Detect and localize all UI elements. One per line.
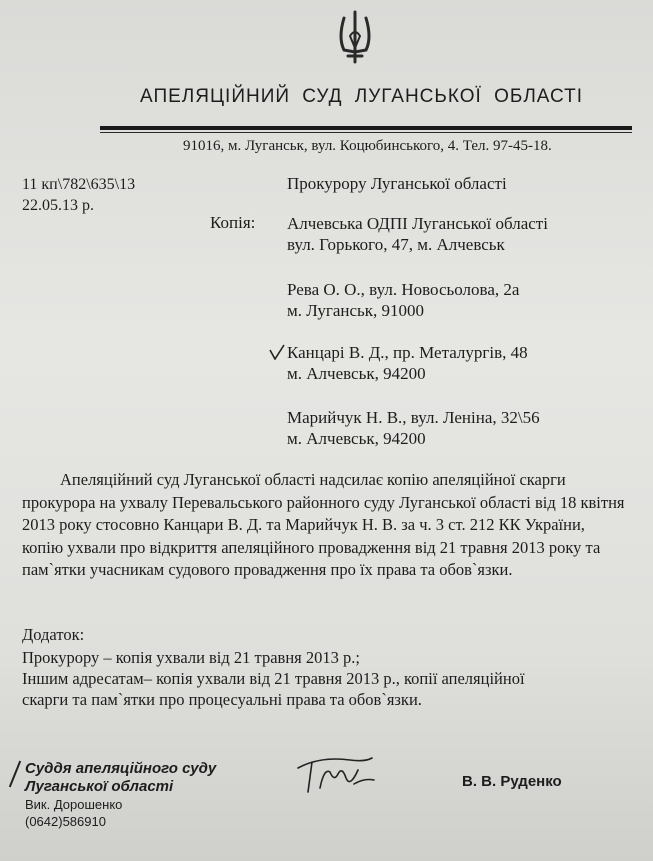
copy-label: Копія: [210, 213, 256, 232]
executor-phone: (0642)586910 [25, 814, 106, 829]
copy-recipient-1-line2: вул. Горького, 47, м. Алчевськ [287, 235, 505, 254]
copy-recipient-2-line1: Рева О. О., вул. Новосьолова, 2а [287, 280, 520, 299]
header-rule-thick [100, 126, 632, 130]
court-name: АПЕЛЯЦІЙНИЙ СУД ЛУГАНСЬКОЇ ОБЛАСТІ [140, 86, 584, 107]
executor-name: Вик. Дорошенко [25, 797, 123, 812]
attachment-title: Додаток: [22, 625, 85, 644]
copy-recipient-3-line1: Канцарі В. Д., пр. Металургів, 48 [287, 343, 528, 362]
trident-emblem-icon [330, 8, 380, 68]
copy-recipient-1-line1: Алчевська ОДПІ Луганської області [287, 214, 548, 233]
copy-recipient-4-line1: Марийчук Н. В., вул. Леніна, 32\56 [287, 408, 540, 427]
copy-recipient-3-line2: м. Алчевськ, 94200 [287, 364, 426, 383]
main-recipient: Прокурору Луганської області [287, 174, 507, 193]
signature-block [25, 760, 216, 830]
handwritten-signature-icon [290, 748, 380, 798]
header-rule-thin [100, 132, 632, 133]
judge-name: В. В. Руденко [462, 773, 562, 790]
attachment-line-3: скарги та пам`ятки про процесуальні права та обов`язки. [22, 690, 422, 709]
signature-title-line2: Луганської області [25, 778, 174, 795]
attachment-line-1: Прокурору – копія ухвали від 21 травня 2013 р.; [22, 648, 360, 667]
copy-recipient-4-line2: м. Алчевськ, 94200 [287, 429, 426, 448]
signature-title-line1: Суддя апеляційного суду [25, 760, 217, 777]
margin-stroke [9, 761, 21, 788]
reference-number: 11 кп\782\635\13 [22, 176, 136, 193]
reference-date: 22.05.13 р. [22, 197, 94, 214]
body-paragraph: Апеляційний суд Луганської області надсилає копію апеляційної скарги прокурора на ухвалу Перевальського районного суду Луганської області від 18 квітня 2013 року стосовно Канцари В. Д. та Марийчук Н. В. за ч. 3 ст. 212 КК України, копію ухвали про відкриття апеляційного провадження від 21 травня 2013 року та пам`ятки учасникам судового провадження про їх права та обов`язки. [22, 470, 625, 579]
copy-recipient-2-line2: м. Луганськ, 91000 [287, 301, 425, 320]
checkmark-icon [269, 344, 285, 360]
attachment-line-2: Іншим адресатам– копія ухвали від 21 травня 2013 р., копії апеляційної [22, 669, 525, 688]
court-address: 91016, м. Луганськ, вул. Коцюбинського, 4. Тел. 97-45-18. [183, 138, 552, 154]
